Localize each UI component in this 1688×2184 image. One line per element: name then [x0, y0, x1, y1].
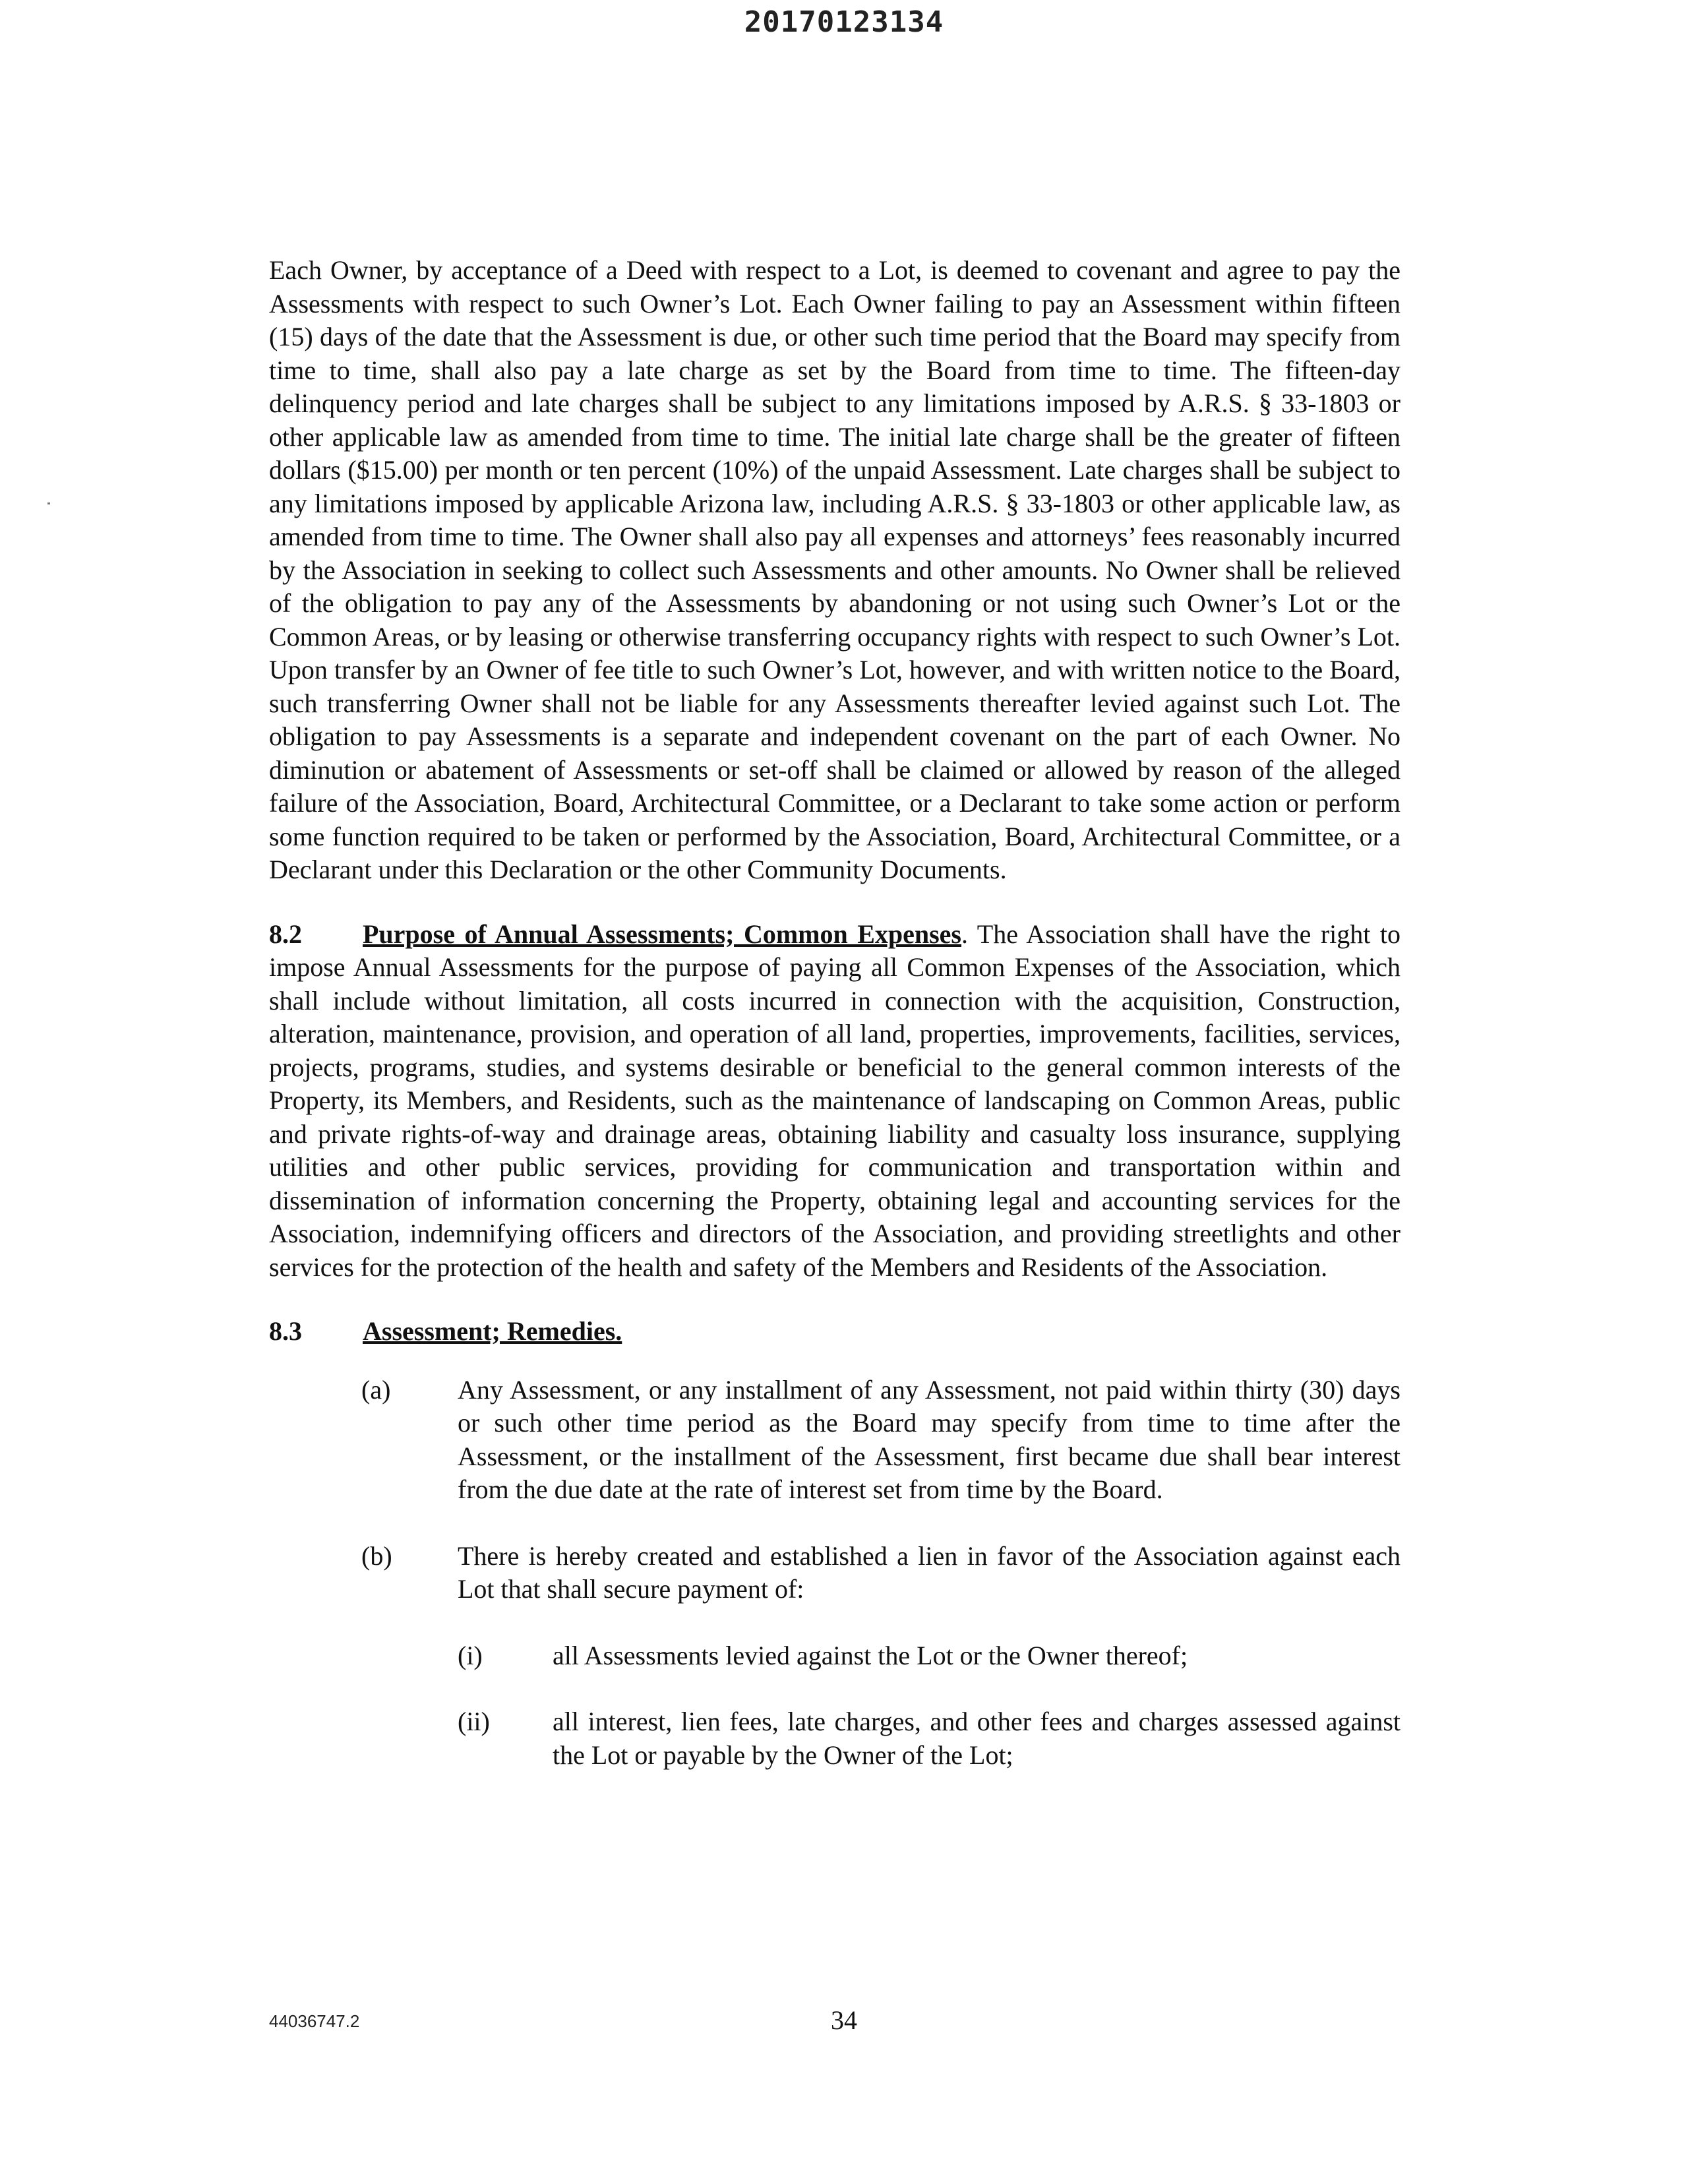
list-item-label: (a) [361, 1374, 391, 1405]
section-number: 8.2 [269, 919, 302, 949]
section-number: 8.3 [269, 1316, 302, 1346]
list-item-ii [269, 1705, 1401, 1772]
list-item-text: all interest, lien fees, late charges, and other fees and charges assessed against the Lot or payable by the Owner of the Lot; [553, 1707, 1401, 1770]
margin-mark [47, 502, 50, 504]
list-item-label: (b) [361, 1540, 392, 1571]
list-item-text: all Assessments levied against the Lot or the Owner thereof; [553, 1640, 1188, 1670]
recording-number: 20170123134 [744, 5, 944, 39]
section-title: Assessment; Remedies. [363, 1316, 622, 1346]
list-item-text: There is hereby created and established a lien in favor of the Association against each Lot that shall secure payment of: [458, 1540, 1401, 1604]
list-item-text: Any Assessment, or any installment of any Assessment, not paid within thirty (30) days or such other time period as the Board may specify from time to time after the Assessment, or the installment of the Assessment, first became due shall bear interest from the due date at the rate of interest set from time by the Board. [458, 1374, 1401, 1504]
document-body [269, 254, 1401, 1805]
list-item-label: (i) [458, 1640, 483, 1670]
page-number: 34 [831, 2005, 857, 2035]
section-title: Purpose of Annual Assessments; Common Expenses [363, 919, 962, 949]
list-item-a [269, 1374, 1401, 1507]
list-item-i [269, 1639, 1401, 1673]
list-item-b [269, 1540, 1401, 1606]
section-8-2 [269, 918, 1401, 1285]
section-body: . The Association shall have the right to impose Annual Assessments for the purpose of paying all Common Expenses of the Association, which shall include without limitation, all costs incurred in connection with the acquisition, Construction, alteration, maintenance, provision, and operation of all land, properties, improvements, facilities, services, projects, programs, studies, and systems desirable or beneficial to the general common interests of the Property, its Members, and Residents, such as the maintenance of landscaping on Common Areas, public and private rights-of-way and drainage areas, obtaining liability and casualty loss insurance, supplying utilities and other public services, providing for communication and transportation within and dissemination of information concerning the Property, obtaining legal and accounting services for the Association, indemnifying officers and directors of the Association, and providing streetlights and other services for the protection of the health and safety of the Members and Residents of the Association. [269, 919, 1401, 1282]
section-8-3-heading [269, 1315, 1401, 1349]
intro-paragraph: Each Owner, by acceptance of a Deed with respect to a Lot, is deemed to covenant and agree to pay the Assessments with respect to such Owner’s Lot. Each Owner failing to pay an Assessment within fifteen (15) days of the date that the Assessment is due, or other such time period that the Board may specify from time to time, shall also pay a late charge as set by the Board from time to time. The fifteen-day delinquency period and late charges shall be subject to any limitations imposed by A.R.S. § 33-1803 or other applicable law as amended from time to time. The initial late charge shall be the greater of fifteen dollars ($15.00) per month or ten percent (10%) of the unpaid Assessment. Late charges shall be subject to any limitations imposed by applicable Arizona law, including A.R.S. § 33-1803 or other applicable law, as amended from time to time. The Owner shall also pay all expenses and attorneys’ fees reasonably incurred by the Association in seeking to collect such Assessments and other amounts. No Owner shall be relieved of the obligation to pay any of the Assessments by abandoning or not using such Owner’s Lot or the Common Areas, or by leasing or otherwise transferring occupancy rights with respect to such Owner’s Lot. Upon transfer by an Owner of fee title to such Owner’s Lot, however, and with written notice to the Board, such transferring Owner shall not be liable for any Assessments thereafter levied against such Lot. The obligation to pay Assessments is a separate and independent covenant on the part of each Owner. No diminution or abatement of Assessments or set-off shall be claimed or allowed by reason of the alleged failure of the Association, Board, Architectural Committee, or a Declarant to take some action or perform some function required to be taken or performed by the Association, Board, Architectural Committee, or a Declarant under this Declaration or the other Community Documents. [269, 255, 1401, 884]
document-id: 44036747.2 [269, 2011, 360, 2031]
list-item-label: (ii) [458, 1707, 490, 1736]
